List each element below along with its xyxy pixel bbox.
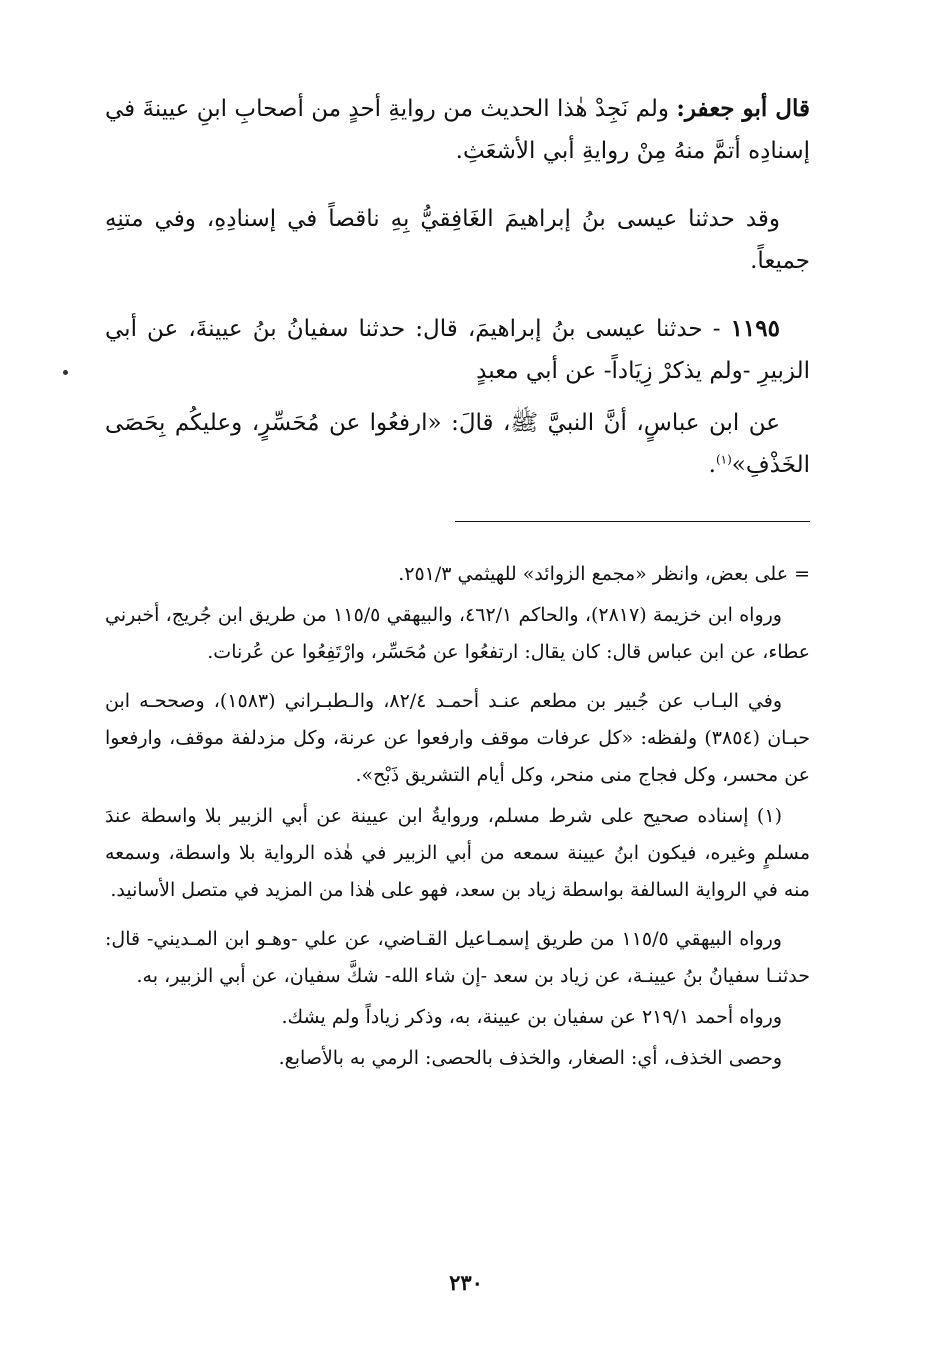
footnote-paragraph: ورواه ابن خزيمة (٢٨١٧)، والحاكم ٤٦٢/١، والبيهقي ١١٥/٥ من طريق ابن جُريج، أخبرني عطاء، عن ابن عباس قال: كان يقال: ارتفعُوا عن مُحَسِّر، وارْتَفِعُوا عن عُرنات. <box>105 604 810 663</box>
footnote-continuation: = على بعض، وانظر «مجمع الزوائد» للهيثمي ٢٥١/٣. <box>398 563 810 585</box>
page-number: ٢٣٠ <box>449 1270 483 1295</box>
footnote-ref: (١) <box>715 452 732 467</box>
commentary-text: ولم نَجِدْ هٰذا الحديث من روايةِ أحدٍ من أصحابِ ابنِ عيينةَ في إسنادِه أتمَّ منهُ مِنْ روايةِ أبي الأشعَثِ. <box>105 96 810 164</box>
footnote-paragraph: ورواه أحمد ٢١٩/١ عن سفيان بن عيينة، به، وذكر زياداً ولم يشك. <box>281 1006 782 1028</box>
hadith-matn: عن ابن عباسٍ، أنَّ النبيَّ ﷺ، قالَ: «ارفعُوا عن مُحَسِّرٍ، وعليكُم بِحَصَى الخَذْفِ»$^{(١)}$. <box>105 410 810 478</box>
stray-mark <box>63 370 68 375</box>
paragraph-commentary <box>105 88 810 172</box>
footnotes <box>105 556 810 1089</box>
footnote-1: (١) إسناده صحيح على شرط مسلم، وروايةُ ابن عيينة عن أبي الزبير بلا واسطة عندَ مسلمٍ وغيره، فيكون ابنُ عيينة سمعه من أبي الزبير في هٰذه الرواية بلا واسطة، وسمعه منه في الرواية السالفة بواسطة زياد بن سعد، فهو على هٰذا من المزيد في متصل الأسانيد. <box>105 805 810 901</box>
hadith-number: ١١٩٥ <box>730 315 780 342</box>
footnote-paragraph: ورواه البيهقي ١١٥/٥ من طريق إسمـاعيل القـاضي، عن علي -وهـو ابن المـديني- قال: حدثنـا سفيانُ بنُ عيينـة، عن زياد بن سعد -إن شاء الله- شكَّ سفيان، عن أبي الزبير، به. <box>105 928 810 987</box>
main-text <box>105 88 810 512</box>
footnote-paragraph: وفي البـاب عن جُبير بن مطعم عنـد أحمـد ٨٢/٤، والـطبـراني (١٥٨٣)، وصححـه ابن حبـان (٣٨٥٤) ولفظه: «كل عرفات موقف وارفعوا عن عرنة، وكل مزدلفة موقف، وارفعوا عن محسر، وكل فجاج منى منحر، وكل أيام التشريق ذَبْح». <box>105 690 810 786</box>
paragraph-note: وقد حدثنا عيسى بنُ إبراهيمَ الغَافِقيُّ بِهِ ناقصاً في إسنادِهِ، وفي متنِهِ جميعاً. <box>105 206 810 274</box>
footnote-paragraph: وحصى الخذف، أي: الصغار، والخذف بالحصى: الرمي به بالأصابع. <box>278 1047 782 1069</box>
speaker-label: قال أبو جعفر: <box>676 95 810 122</box>
hadith-isnad: - حدثنا عيسى بنُ إبراهيمَ، قال: حدثنا سفيانُ بنُ عيينةَ، عن أبي الزبيرِ -ولم يذكرْ زِيَاداً- عن أبي معبدٍ <box>105 316 810 384</box>
hadith-chain <box>105 308 810 392</box>
footnote-separator <box>455 521 810 522</box>
hadith-matn-text: عن ابن عباسٍ، أنَّ النبيَّ ﷺ، قالَ: «ارفعُوا عن مُحَسِّرٍ، وعليكُم بِحَصَى الخَذْفِ» <box>105 410 810 478</box>
